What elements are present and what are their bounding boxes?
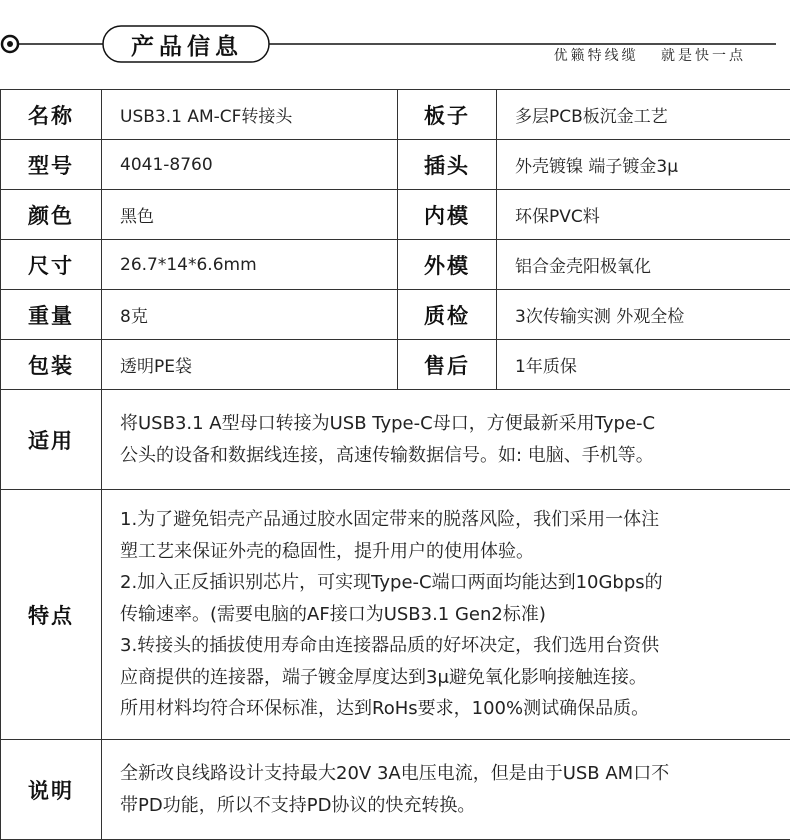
section-text [102,490,790,740]
spec-value: 4041-8760 [102,140,398,190]
spec-label: 尺寸 [1,240,102,290]
spec-value: 铝合金壳阳极氧化 [497,240,790,290]
text-line: 带PD功能，所以不支持PD协议的快充转换。 [120,794,476,816]
spec-label: 名称 [1,90,102,140]
spec-row [1,240,790,290]
text-line: 塑工艺来保证外壳的稳固性，提升用户的使用体验。 [120,540,534,562]
target-dot-icon [7,41,13,47]
spec-label: 颜色 [1,190,102,240]
spec-value: 外壳镀镍 端子镀金3μ [497,140,790,190]
section-label: 适用 [1,390,102,490]
spec-value: 黑色 [102,190,398,240]
spec-row [1,140,790,190]
spec-label: 售后 [398,340,497,390]
section-title: 产品信息 [131,33,243,60]
spec-label: 板子 [398,90,497,140]
spec-value: 3次传输实测 外观全检 [497,290,790,340]
text-line: 3.转接头的插拔使用寿命由连接器品质的好坏决定，我们选用台资供 [120,635,660,657]
text-line: 1.为了避免铝壳产品通过胶水固定带来的脱落风险，我们采用一体注 [120,508,660,530]
spec-row [1,340,790,390]
spec-value: 透明PE袋 [102,340,398,390]
spec-value: 26.7*14*6.6mm [102,240,398,290]
spec-value: 环保PVC料 [497,190,790,240]
brand-slogan: 优籁特线缆 就是快一点 [553,48,746,64]
text-line: 传输速率。(需要电脑的AF接口为USB3.1 Gen2标准) [120,603,546,625]
spec-label: 插头 [398,140,497,190]
spec-row [1,90,790,140]
text-line: 公头的设备和数据线连接，高速传输数据信号。如: 电脑、手机等。 [120,444,654,466]
section-label: 特点 [1,490,102,740]
section-text [102,740,790,840]
spec-value: 1年质保 [497,340,790,390]
section-row-notes [1,740,790,840]
section-label: 说明 [1,740,102,840]
text-line: 将USB3.1 A型母口转接为USB Type-C母口，方便最新采用Type-C [120,412,656,434]
spec-label: 外模 [398,240,497,290]
spec-label: 内模 [398,190,497,240]
text-line: 所用材料均符合环保标准，达到RoHs要求，100%测试确保品质。 [120,698,650,720]
spec-label: 包装 [1,340,102,390]
spec-label: 质检 [398,290,497,340]
text-line: 全新改良线路设计支持最大20V 3A电压电流，但是由于USB AM口不 [120,762,670,784]
section-row-usage [1,390,790,490]
text-line: 应商提供的连接器，端子镀金厚度达到3μ避免氧化影响接触连接。 [120,666,647,688]
spec-label: 型号 [1,140,102,190]
section-header [0,0,790,88]
text-line: 2.加入正反插识别芯片，可实现Type-C端口两面均能达到10Gbps的 [120,572,663,594]
spec-row [1,290,790,340]
section-text [102,390,790,490]
section-row-features [1,490,790,740]
spec-value: 多层PCB板沉金工艺 [497,90,790,140]
spec-value: USB3.1 AM-CF转接头 [102,90,398,140]
spec-value: 8克 [102,290,398,340]
spec-table [0,89,790,840]
spec-row [1,190,790,240]
spec-label: 重量 [1,290,102,340]
